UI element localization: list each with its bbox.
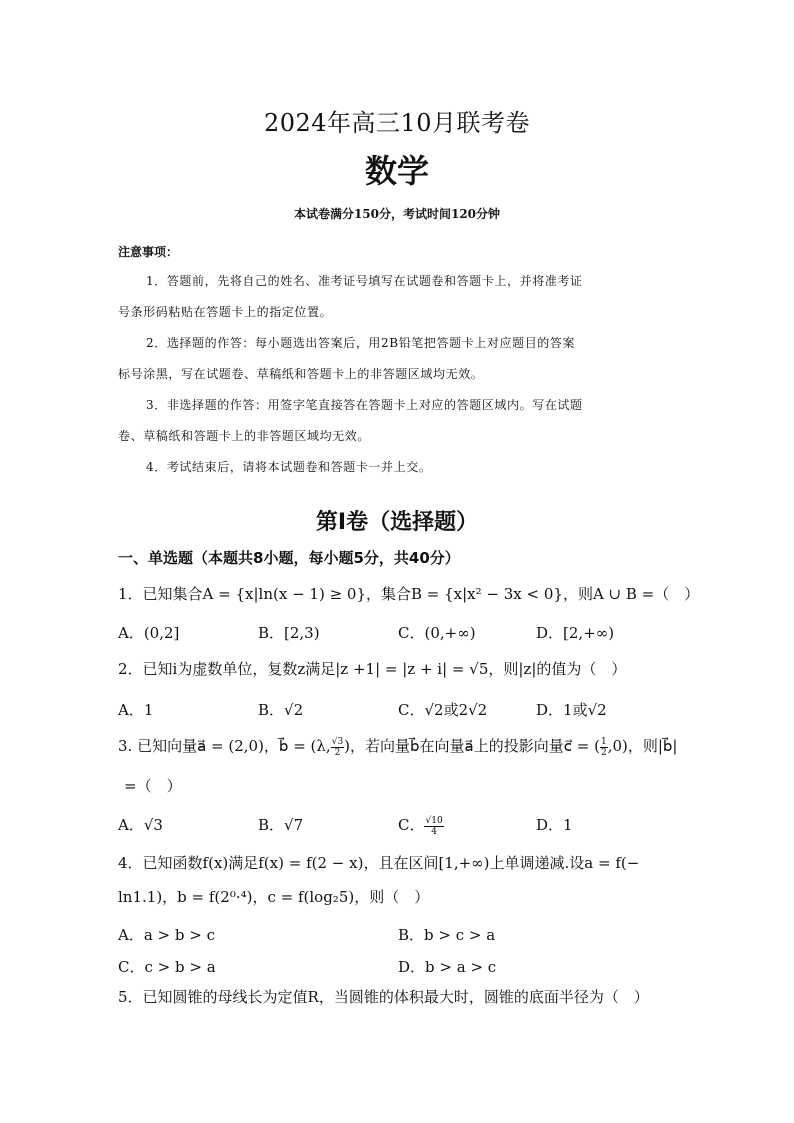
q3-option-a: A．√3 [118, 816, 163, 834]
q2-option-d: D．1或√2 [536, 701, 607, 719]
note-text: 标号涂黑，写在试题卷、草稿纸和答题卡上的非答题区域均无效。 [118, 367, 484, 381]
part-title: 一、单选题（本题共8小题，每小题5分，共40分） [118, 549, 460, 567]
question-3-stem [118, 735, 677, 758]
question-2-stem: 2．已知i为虚数单位，复数z满足|z +1| = |z + i| = √5，则|z|的值为（ ） [118, 660, 627, 678]
note-text: 4．考试结束后，请将本试题卷和答题卡一并上交。 [146, 460, 432, 474]
note-text: 号条形码粘贴在答题卡上的指定位置。 [118, 305, 333, 319]
q1-option-d: D．[2,+∞) [536, 624, 615, 642]
exam-title: 2024年高三10月联考卷 [263, 109, 531, 137]
q3-option-d: D．1 [536, 816, 573, 834]
q2-option-b: B．√2 [258, 701, 304, 719]
note-line [118, 421, 678, 452]
notes-title: 注意事项： [118, 245, 179, 259]
note-line [118, 297, 678, 328]
q3-fraction-1-over-2 [600, 737, 608, 758]
note-text: 2．选择题的作答：每小题选出答案后，用2B铅笔把答题卡上对应题目的答案 [146, 336, 576, 350]
q3-stem-part-a: 3. 已知向量a⃗ = (2,0)，b⃗ = (λ, [118, 737, 331, 755]
note-line [118, 266, 678, 297]
exam-info: 本试卷满分150分，考试时间120分钟 [293, 207, 501, 221]
note-text: 3．非选择题的作答：用签字笔直接答在答题卡上对应的答题区域内。写在试题 [146, 398, 583, 412]
q3-frac2-den: 2 [600, 747, 607, 758]
q3-option-b: B．√7 [258, 816, 304, 834]
q3-stem-part-b: )，若向量b⃗在向量a⃗上的投影向量c⃗ = ( [344, 737, 600, 755]
note-line [118, 452, 678, 483]
q3-stem-part-c: ,0)，则|b⃗| [607, 737, 678, 755]
q3-frac2-num: 1 [600, 736, 607, 747]
q1-option-c: C．(0,+∞) [398, 624, 476, 642]
q4-option-a: A．a > b > c [118, 926, 215, 944]
question-1-stem: 1．已知集合A = {x|ln(x − 1) ≥ 0}，集合B = {x|x² − 3x < 0}，则A ∪ B =（ ） [118, 585, 700, 603]
q4-option-d: D．b > a > c [398, 958, 497, 976]
note-text: 卷、草稿纸和答题卡上的非答题区域均无效。 [118, 429, 371, 443]
question-3-stem-line2: =（ ） [124, 777, 182, 795]
section-title: 第Ⅰ卷（选择题） [315, 510, 479, 535]
q3-option-c [398, 814, 444, 837]
q4-option-c: C．c > b > a [118, 958, 216, 976]
note-line [118, 359, 678, 390]
q3-option-c-num: √10 [425, 815, 443, 826]
q3-frac-den: 2 [334, 747, 341, 758]
q4-option-b: B．b > c > a [398, 926, 496, 944]
question-4-stem-line1: 4．已知函数f(x)满足f(x) = f(2 − x)，且在区间[1,+∞)上单调递减.设a = f(− [118, 854, 640, 872]
note-text: 1．答题前，先将自己的姓名、准考证号填写在试题卷和答题卡上，并将准考证 [146, 274, 583, 288]
note-line [118, 390, 678, 421]
subject-title: 数学 [364, 152, 429, 190]
note-line [118, 328, 678, 359]
q3-option-c-fraction [424, 816, 443, 837]
q3-fraction-sqrt3-over-2 [331, 737, 344, 758]
q3-option-c-den: 4 [431, 826, 437, 837]
q2-option-c: C．√2或2√2 [398, 701, 488, 719]
question-4-stem-line2: ln1.1)，b = f(2⁰·⁴)，c = f(log₂5)，则（ ） [118, 888, 430, 906]
q1-option-b: B．[2,3) [258, 624, 320, 642]
q3-frac-num: √3 [331, 736, 344, 747]
q3-option-c-label: C． [398, 816, 425, 834]
q2-option-a: A．1 [118, 701, 154, 719]
question-5-stem: 5．已知圆锥的母线长为定值R，当圆锥的体积最大时，圆锥的底面半径为（ ） [118, 988, 649, 1006]
q1-option-a: A．(0,2] [118, 624, 180, 642]
